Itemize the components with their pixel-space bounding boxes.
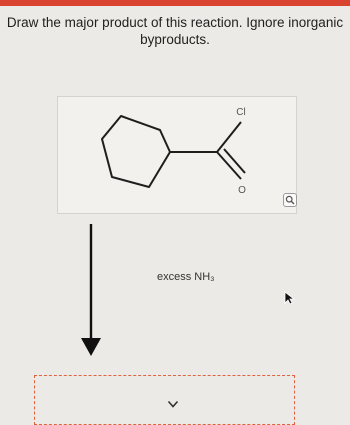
answer-drawing-area[interactable] xyxy=(34,375,295,425)
c-cl-bond xyxy=(217,122,241,152)
top-accent-bar xyxy=(0,0,350,6)
question-line-2: byproducts. xyxy=(140,32,210,47)
question-prompt xyxy=(0,14,350,48)
mouse-cursor xyxy=(283,291,295,305)
reagent-label: excess NH₃ xyxy=(157,271,215,283)
reaction-arrow xyxy=(80,224,102,358)
oxygen-label: O xyxy=(238,185,246,196)
magnify-icon xyxy=(285,195,295,205)
zoom-button[interactable] xyxy=(283,193,297,207)
question-line-1: Draw the major product of this reaction. Ignore inorganic xyxy=(6,15,344,30)
cyclopentane-ring xyxy=(102,116,170,187)
c-o-double-bond-2 xyxy=(224,149,245,173)
chlorine-label: Cl xyxy=(236,107,246,118)
chevron-down-icon[interactable] xyxy=(167,400,179,409)
reactant-structure xyxy=(58,97,298,215)
reactant-structure-panel xyxy=(57,96,297,214)
